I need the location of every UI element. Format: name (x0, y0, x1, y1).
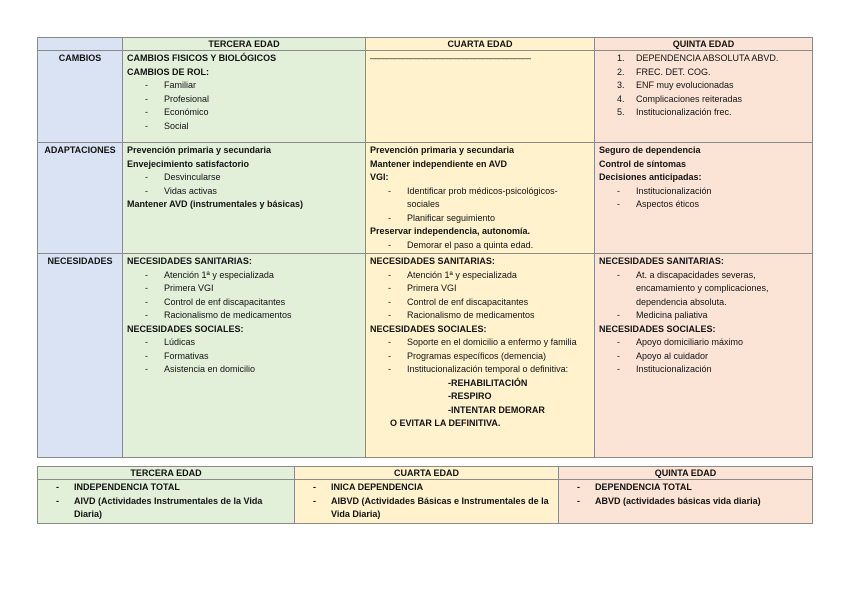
main-table (37, 37, 813, 458)
list (370, 336, 590, 377)
list-item: - Aspectos éticos (617, 198, 808, 212)
list-item: - Institucionalización temporal o definitiva: (388, 363, 590, 377)
text-line: Preservar independencia, autonomía. (370, 226, 531, 236)
cambios-tercera (123, 51, 366, 143)
header-tercera: TERCERA EDAD (123, 38, 366, 51)
list-item: - Formativas (145, 350, 361, 364)
list-item: - Primera VGI (388, 282, 590, 296)
row-cambios (38, 51, 813, 143)
text-line: CAMBIOS FISICOS Y BIOLÓGICOS (127, 53, 277, 63)
list-item: - Atención 1ª y especializada (388, 269, 590, 283)
list-item: - Demorar el paso a quinta edad. (388, 239, 590, 253)
list-item: FREC. DET. COG. (636, 66, 711, 77)
text-line: Seguro de dependencia (599, 145, 701, 155)
list-item: - Lúdicas (145, 336, 361, 350)
necesidades-tercera (123, 254, 366, 458)
summary-row (38, 480, 813, 524)
row-label-adaptaciones: ADAPTACIONES (38, 143, 123, 254)
header-row (38, 38, 813, 51)
text-line: VGI: (370, 172, 389, 182)
list-item: - INICA DEPENDENCIA (313, 481, 554, 495)
adaptaciones-quinta (595, 143, 813, 254)
list-item: - Profesional (145, 93, 361, 107)
text-line: Control de síntomas (599, 158, 687, 169)
list (127, 336, 361, 377)
list-item: - At. a discapacidades severas, encamamiento y complicaciones, dependencia absoluta. (617, 269, 808, 310)
dash-line: ———————————————————— (370, 53, 530, 63)
numbered-list (599, 52, 808, 120)
adaptaciones-tercera (123, 143, 366, 254)
list-item: - Familiar (145, 79, 361, 93)
list-item: ENF muy evolucionadas (636, 80, 734, 90)
list-item: - Institucionalización (617, 185, 808, 199)
list (599, 336, 808, 377)
sub-item: -INTENTAR DEMORAR (448, 404, 545, 415)
list-item: - Social (145, 120, 361, 134)
sub-item: -RESPIRO (448, 391, 492, 401)
summary-quinta (559, 480, 813, 524)
text-line: Mantener AVD (instrumentales y básicas) (127, 199, 304, 209)
list-item: - Vidas activas (145, 185, 361, 199)
row-necesidades (38, 254, 813, 458)
list-item: - Control de enf discapacitantes (388, 296, 590, 310)
list-item: Institucionalización frec. (636, 107, 732, 117)
list-item: - Racionalismo de medicamentos (388, 309, 590, 323)
text-line: Envejecimiento satisfactorio (127, 158, 250, 169)
list (370, 269, 590, 323)
list (299, 481, 554, 522)
list-item: - AIBVD (Actividades Básicas e Instrumentales de la Vida Diaria) (313, 495, 554, 522)
text-line: Decisiones anticipadas: (599, 172, 702, 182)
list (370, 185, 590, 226)
list (599, 269, 808, 323)
list-item: - Racionalismo de medicamentos (145, 309, 361, 323)
list-item: - Planificar seguimiento (388, 212, 590, 226)
adaptaciones-cuarta (366, 143, 595, 254)
cambios-quinta (595, 51, 813, 143)
list-item: - Programas específicos (demencia) (388, 350, 590, 364)
list-item: - Desvincularse (145, 171, 361, 185)
list-item: - Atención 1ª y especializada (145, 269, 361, 283)
list (599, 185, 808, 212)
summary-cuarta (295, 480, 559, 524)
section-heading: NECESIDADES SANITARIAS: (370, 256, 495, 266)
list-item: - Control de enf discapacitantes (145, 296, 361, 310)
list (127, 171, 361, 198)
list-item: - Primera VGI (145, 282, 361, 296)
list (370, 239, 590, 253)
cambios-cuarta (366, 51, 595, 143)
list (563, 481, 808, 508)
summary-header-quinta: QUINTA EDAD (559, 467, 813, 480)
section-heading: NECESIDADES SOCIALES: (370, 323, 487, 334)
summary-header-tercera: TERCERA EDAD (38, 467, 295, 480)
necesidades-quinta (595, 254, 813, 458)
corner-cell (38, 38, 123, 51)
section-heading: NECESIDADES SOCIALES: (127, 323, 244, 334)
necesidades-cuarta (366, 254, 595, 458)
list-item: - INDEPENDENCIA TOTAL (56, 481, 290, 495)
text-line: Mantener independiente en AVD (370, 158, 508, 169)
text-line: CAMBIOS DE ROL: (127, 66, 209, 77)
text-line: Prevención primaria y secundaria (127, 145, 272, 155)
section-heading: NECESIDADES SANITARIAS: (127, 256, 252, 266)
list-item: - Apoyo al cuidador (617, 350, 808, 364)
summary-header-row (38, 467, 813, 480)
header-cuarta: CUARTA EDAD (366, 38, 595, 51)
section-heading: NECESIDADES SANITARIAS: (599, 256, 724, 266)
list-item: - Identificar prob médicos-psicológicos-sociales (388, 185, 590, 212)
text-line: Prevención primaria y secundaria (370, 145, 515, 155)
list-item: - Soporte en el domicilio a enfermo y familia (388, 336, 590, 350)
list-item: - DEPENDENCIA TOTAL (577, 481, 808, 495)
summary-tercera (38, 480, 295, 524)
section-heading: NECESIDADES SOCIALES: (599, 323, 716, 334)
sub-item: -REHABILITACIÓN (448, 377, 528, 388)
summary-header-cuarta: CUARTA EDAD (295, 467, 559, 480)
row-label-cambios: CAMBIOS (38, 51, 123, 143)
row-adaptaciones (38, 143, 813, 254)
row-label-necesidades: NECESIDADES (38, 254, 123, 458)
header-quinta: QUINTA EDAD (595, 38, 813, 51)
list (42, 481, 290, 522)
text-line: O EVITAR LA DEFINITIVA. (390, 418, 501, 428)
list-item: - ABVD (actividades básicas vida diaria) (577, 495, 808, 509)
list-item: - AIVD (Actividades Instrumentales de la Vida Diaria) (56, 495, 290, 522)
list (127, 79, 361, 133)
list-item: - Económico (145, 106, 361, 120)
list-item: - Medicina paliativa (617, 309, 808, 323)
list (127, 269, 361, 323)
summary-table (37, 466, 813, 524)
list-item: - Apoyo domiciliario máximo (617, 336, 808, 350)
list-item: - Asistencia en domicilio (145, 363, 361, 377)
list-item: - Institucionalización (617, 363, 808, 377)
list-item: Complicaciones reiteradas (636, 93, 743, 104)
list-item: DEPENDENCIA ABSOLUTA ABVD. (636, 53, 779, 63)
